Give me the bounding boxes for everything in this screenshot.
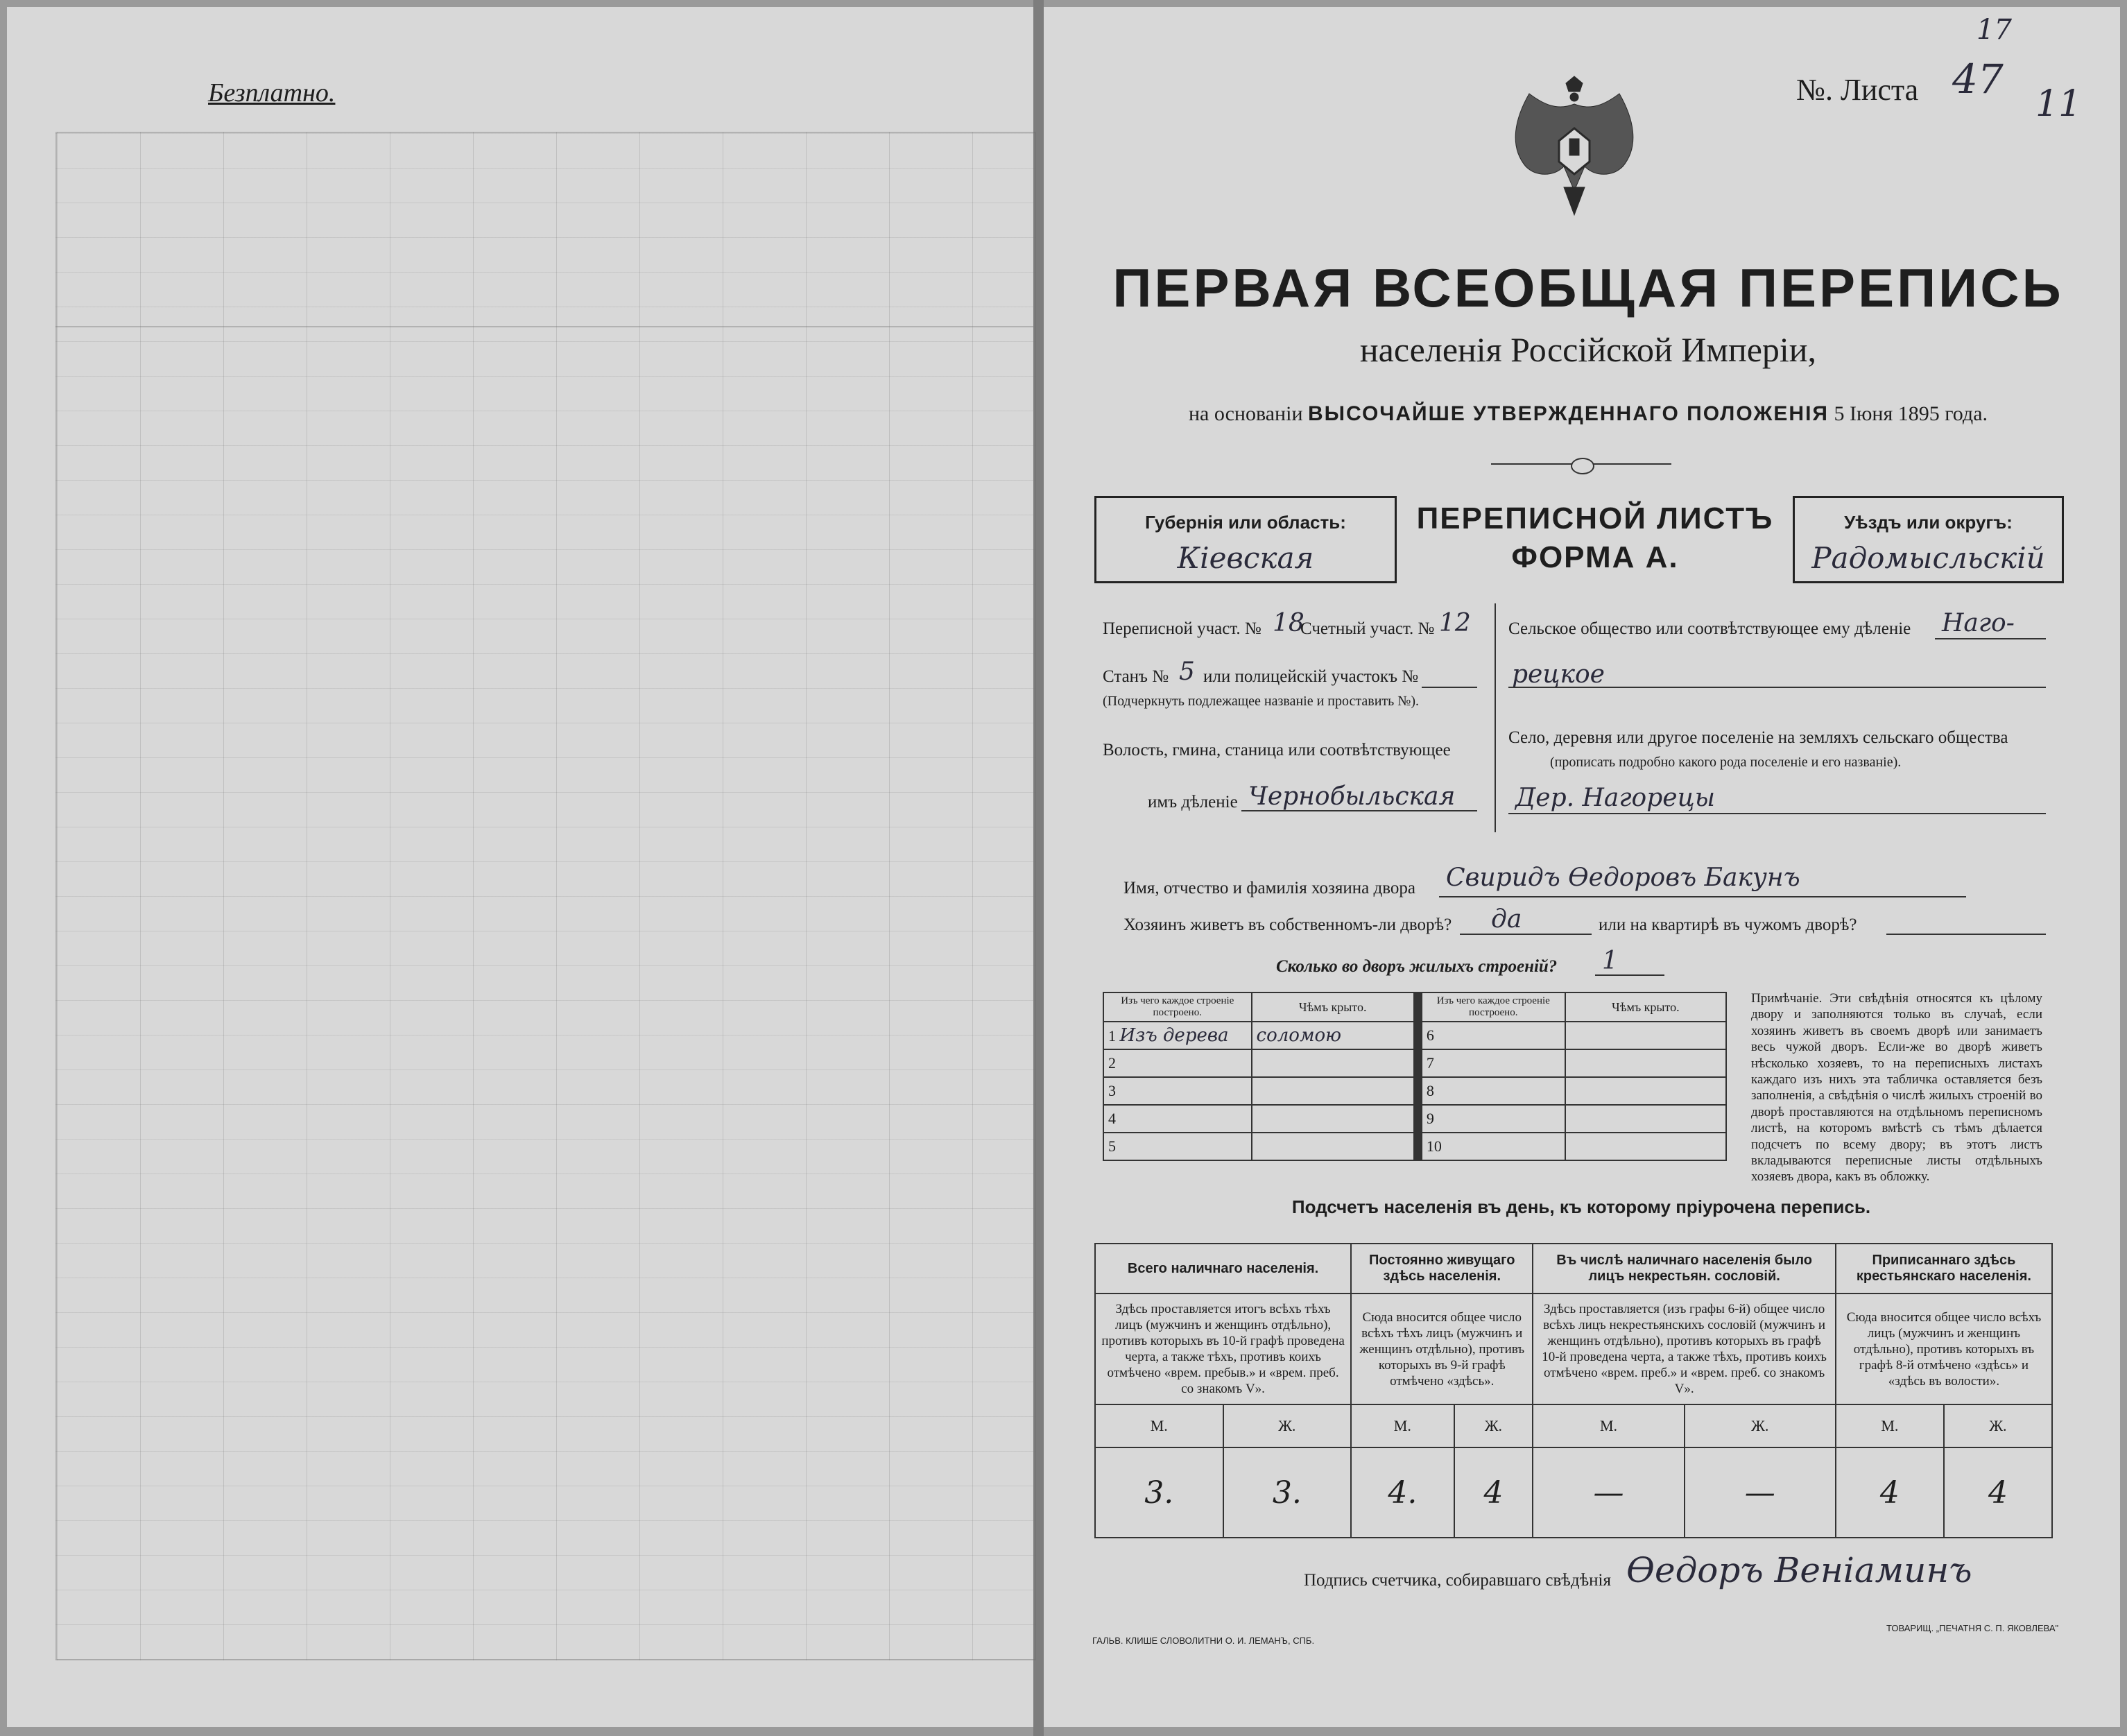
building-roof-cell (1565, 1022, 1726, 1049)
field-column-divider (1495, 603, 1496, 832)
basis-suffix: 5 Іюня 1895 года. (1834, 402, 1988, 425)
non-peasant-female-value: — (1685, 1447, 1836, 1538)
rented-label: или на квартирѣ въ чужомъ дворѣ? (1599, 916, 1857, 934)
left-page (7, 7, 1033, 1727)
village-label: Село, деревня или другое поселеніе на земляхъ сельскаго общества (1508, 728, 2008, 747)
signature-label: Подпись счетчика, собиравшаго свѣдѣнія (1304, 1571, 1611, 1590)
table-double-divider (1414, 1049, 1422, 1077)
registered-male-value: 4 (1836, 1447, 1944, 1538)
col-roof-right: Чѣмъ крыто. (1565, 992, 1726, 1022)
row-number: 4 (1103, 1105, 1252, 1133)
basis-caps: ВЫСОЧАЙШЕ УТВЕРЖДЕННАГО ПОЛОЖЕНІЯ (1308, 402, 1829, 425)
table-row (1103, 1049, 1726, 1077)
female-label: Ж. (1454, 1404, 1533, 1447)
census-section-value: 18 (1273, 609, 1304, 637)
faded-table-grid (55, 132, 1036, 1660)
row-number-right: 6 (1422, 1022, 1565, 1049)
non-peasant-male-value: — (1533, 1447, 1684, 1538)
building-roof-cell (1565, 1049, 1726, 1077)
form-title-line-2: ФОРМА А. (1511, 540, 1679, 574)
building-roof-cell (1252, 1133, 1414, 1160)
volost-value: Чернобыльская (1248, 782, 1456, 811)
table-double-divider (1414, 992, 1422, 1022)
table-row (1103, 1077, 1726, 1105)
police-label: или полицейскій участокъ № (1203, 667, 1419, 686)
male-label: М. (1836, 1404, 1944, 1447)
stan-label: Станъ № (1103, 667, 1169, 686)
form-title (1401, 499, 1789, 577)
own-yard-value: да (1491, 905, 1522, 934)
table-double-divider (1414, 1077, 1422, 1105)
building-roof-value: соломою (1252, 1022, 1414, 1049)
basis-line (1103, 402, 2074, 426)
buildings-value: 1 (1602, 947, 1618, 975)
col-material-right: Изъ чего каждое строеніе построено. (1422, 992, 1565, 1022)
imperial-eagle-emblem-icon (1488, 62, 1661, 222)
summary-desc-permanent: Сюда вносится общее число всѣхъ тѣхъ лицъ (мужчинъ и женщинъ отдѣльно), противъ которыхъ въ 9-й графѣ отмѣчено «здѣсь». (1351, 1294, 1533, 1404)
count-section-value: 12 (1439, 609, 1471, 637)
buildings-table (1103, 992, 1727, 1161)
male-label: М. (1095, 1404, 1223, 1447)
uezd-box (1793, 496, 2064, 583)
total-male-value: 3. (1095, 1447, 1223, 1538)
row-number-right: 8 (1422, 1077, 1565, 1105)
table-row (1103, 1105, 1726, 1133)
summary-col-total: Всего наличнаго населенія. (1095, 1244, 1351, 1294)
row-number: 1 (1108, 1027, 1116, 1045)
building-material-cell (1103, 1022, 1252, 1049)
free-label: Безплатно. (208, 78, 336, 108)
permanent-female-value: 4 (1454, 1447, 1533, 1538)
summary-col-non-peasant: Въ числѣ наличнаго населенія было лицъ некрестьян. сословій. (1533, 1244, 1836, 1294)
table-double-divider (1414, 1022, 1422, 1049)
col-roof-left: Чѣмъ крыто. (1252, 992, 1414, 1022)
sheet-number-label: №. Листа (1796, 73, 1919, 107)
table-double-divider (1414, 1105, 1422, 1133)
row-number-right: 9 (1422, 1105, 1565, 1133)
summary-desc-registered: Сюда вносится общее число всѣхъ лицъ (мужчинъ и женщинъ отдѣльно), противъ которыхъ въ графѣ 8-й отмѣчено «здѣсь» и «здѣсь въ волости». (1836, 1294, 2052, 1404)
summary-desc-non-peasant: Здѣсь проставляется (изъ графы 6-й) общее число всѣхъ лицъ некрестьянскихъ сословій (мужчинъ и женщинъ отдѣльно), противъ которыхъ въ графѣ 10-й проведена черта, а также тѣхъ, противъ коихъ отмѣчено «врем. преб.» и «врем. преб. со знакомъ V». (1533, 1294, 1836, 1404)
table-row (1103, 1133, 1726, 1160)
subtitle: населенія Россійской Имперіи, (1359, 330, 1817, 369)
society-underline-1 (1935, 638, 2046, 639)
summary-col-registered: Приписаннаго здѣсь крестьянскаго населенія. (1836, 1244, 2052, 1294)
summary-values-row (1095, 1447, 2052, 1538)
volost-label-2: имъ дѣленіе (1148, 793, 1238, 811)
male-label: М. (1351, 1404, 1454, 1447)
sheet-number-corner: 17 (1977, 14, 2012, 46)
permanent-male-value: 4. (1351, 1447, 1454, 1538)
owner-label: Имя, отчество и фамилія хозяина двора (1123, 879, 1415, 897)
building-roof-cell (1565, 1133, 1726, 1160)
rented-underline (1886, 934, 2046, 935)
signature-value: Ѳедоръ Веніаминъ (1626, 1550, 1972, 1590)
row-number: 3 (1103, 1077, 1252, 1105)
owner-value: Свиридъ Ѳедоровъ Бакунъ (1446, 863, 1800, 892)
summary-head-row (1095, 1244, 2052, 1294)
gubernia-box (1094, 496, 1397, 583)
registered-female-value: 4 (1944, 1447, 2052, 1538)
basis-prefix: на основаніи (1188, 402, 1303, 425)
summary-table (1094, 1243, 2053, 1538)
own-yard-underline (1460, 934, 1592, 935)
society-label: Сельское общество или соотвѣтствующее ему дѣленіе (1508, 619, 1911, 638)
building-material-value: Изъ дерева (1119, 1025, 1229, 1046)
buildings-label: Сколько во дворъ жилыхъ строеній? (1276, 957, 1558, 976)
faded-table-header (55, 132, 1033, 327)
male-label: М. (1533, 1404, 1684, 1447)
form-title-line-1: ПЕРЕПИСНОЙ ЛИСТЪ (1416, 501, 1774, 535)
sheet-number-extra: 11 (2035, 83, 2082, 125)
footer-right: ТОВАРИЩ. „ПЕЧАТНЯ С. П. ЯКОВЛЕВА" (1886, 1623, 2059, 1633)
summary-desc-row (1095, 1294, 2052, 1404)
buildings-note: Примѣчаніе. Эти свѣдѣнія относятся къ цѣлому двору и заполняются только въ случаѣ, если хозяинъ живетъ въ своемъ дворѣ или занимаетъ весь чужой дворъ. Если-же во дворѣ живетъ нѣсколько хозяевъ, то на переписныхъ листахъ каждаго изъ нихъ эта табличка оставляется безъ заполненія, а свѣдѣнія о числѣ жилыхъ строеній во дворѣ проставляются на отдѣльномъ переписномъ листѣ, на которомъ вмѣстѣ съ тѣмъ дѣлается подсчетъ по всему двору; въ этотъ листъ вкладываются переписные листы отдѣльныхъ хозяевъ двора, какъ въ обложку. (1751, 991, 2042, 1185)
village-value: Дер. Нагорецы (1515, 784, 1716, 812)
village-note: (прописать подробно какого рода поселеніе и его названіе). (1550, 755, 1902, 770)
row-number: 5 (1103, 1133, 1252, 1160)
total-female-value: 3. (1223, 1447, 1352, 1538)
buildings-underline (1595, 974, 1664, 976)
row-number-right: 7 (1422, 1049, 1565, 1077)
building-roof-cell (1252, 1049, 1414, 1077)
volost-underline (1241, 810, 1477, 811)
society-value-1: Наго- (1942, 609, 2015, 637)
summary-sex-row (1095, 1404, 2052, 1447)
building-roof-cell (1565, 1105, 1726, 1133)
building-roof-cell (1252, 1077, 1414, 1105)
own-yard-label: Хозяинъ живетъ въ собственномъ-ли дворѣ? (1123, 916, 1452, 934)
stan-value: 5 (1179, 658, 1195, 686)
underline-note: (Подчеркнуть подлежащее названіе и проставить №). (1103, 694, 1419, 709)
buildings-header-row (1103, 992, 1726, 1022)
female-label: Ж. (1685, 1404, 1836, 1447)
female-label: Ж. (1223, 1404, 1352, 1447)
census-section-label: Переписной участ. № (1103, 619, 1261, 638)
society-underline-2 (1508, 687, 2046, 688)
gubernia-label: Губернія или область: (1145, 512, 1346, 533)
row-number: 2 (1103, 1049, 1252, 1077)
col-material-left: Изъ чего каждое строеніе построено. (1103, 992, 1252, 1022)
building-roof-cell (1252, 1105, 1414, 1133)
village-underline (1508, 813, 2046, 814)
summary-desc-total: Здѣсь проставляется итогъ всѣхъ тѣхъ лицъ (мужчинъ и женщинъ отдѣльно), противъ которыхъ въ 10-й графѣ проведена черта, а также тѣхъ, противъ коихъ отмѣчено «врем. пребыв.» и «врем. преб. со знакомъ V». (1095, 1294, 1351, 1404)
sheet-number-value: 47 (1952, 55, 2004, 103)
gubernia-value: Кіевская (1177, 541, 1314, 575)
table-row (1103, 1022, 1726, 1049)
ornament-center (1571, 458, 1594, 474)
summary-title: Подсчетъ населенія въ день, къ которому пріурочена перепись. (1291, 1196, 1871, 1217)
female-label: Ж. (1944, 1404, 2052, 1447)
police-underline (1422, 687, 1477, 688)
owner-underline (1439, 896, 1966, 897)
count-section-label: Счетный участ. № (1300, 619, 1435, 638)
main-title: ПЕРВАЯ ВСЕОБЩАЯ ПЕРЕПИСЬ (1112, 257, 2064, 318)
summary-col-permanent: Постоянно живущаго здѣсь населенія. (1351, 1244, 1533, 1294)
row-number-right: 10 (1422, 1133, 1565, 1160)
volost-label: Волость, гмина, станица или соотвѣтствующее (1103, 741, 1451, 759)
footer-left: ГАЛЬВ. КЛИШЕ СЛОВОЛИТНИ О. И. ЛЕМАНЪ, СПБ. (1092, 1635, 1315, 1646)
uezd-label: Уѣздъ или округъ: (1844, 512, 2013, 533)
society-value-2: рецкое (1512, 660, 1605, 689)
uezd-value: Радомысльскій (1811, 541, 2045, 575)
table-double-divider (1414, 1133, 1422, 1160)
building-roof-cell (1565, 1077, 1726, 1105)
